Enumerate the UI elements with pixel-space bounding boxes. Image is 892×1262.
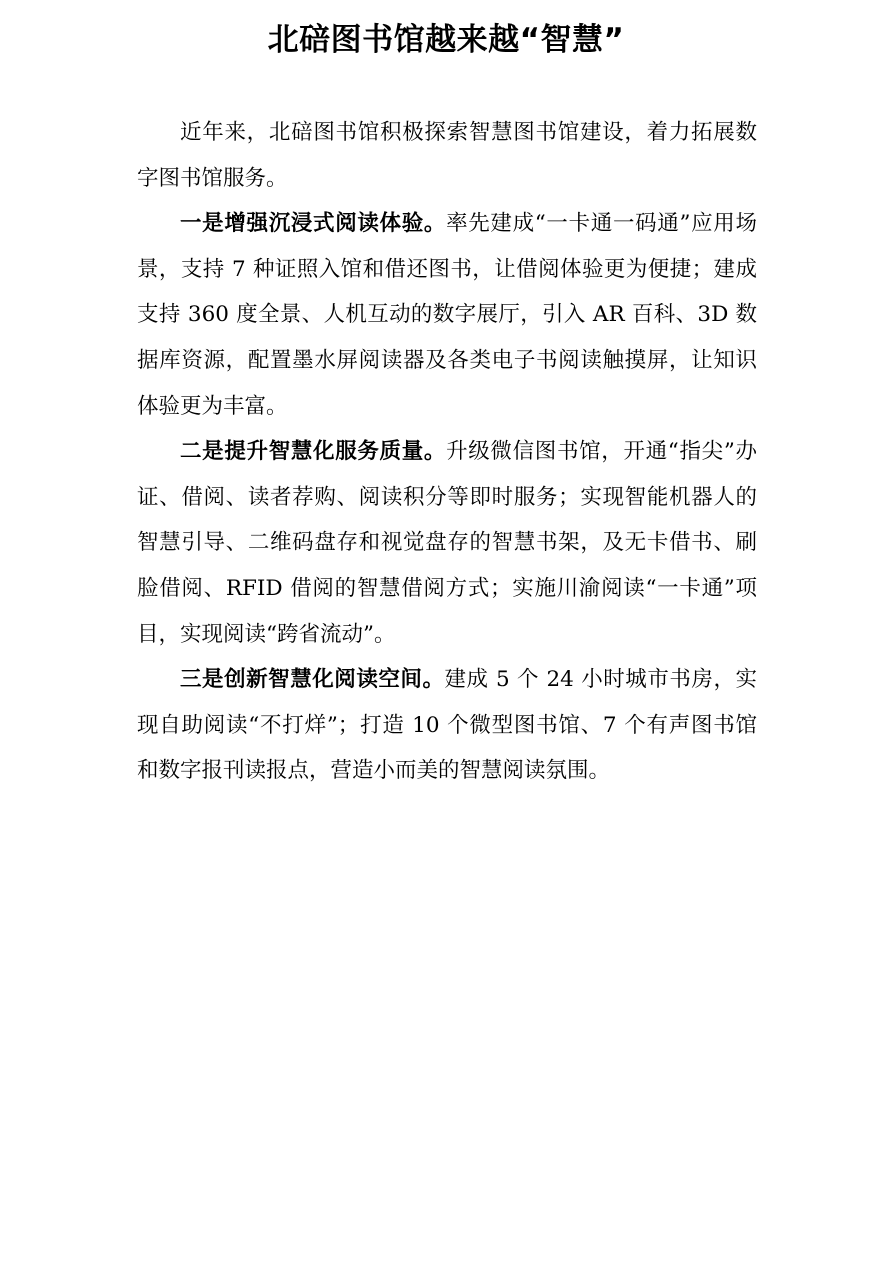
section-text-3: 建成 5 个 24 小时城市书房，实现自助阅读“不打烊”；打造 10 个微型图书馆、7 个有声图书馆和数字报刊读报点，营造小而美的智慧阅读氛围。 <box>137 667 757 784</box>
section-lead-3: 三是创新智慧化阅读空间。 <box>180 667 445 693</box>
section-paragraph-3 <box>137 657 757 794</box>
intro-paragraph: 近年来，北碚图书馆积极探索智慧图书馆建设，着力拓展数字图书馆服务。 <box>137 120 757 191</box>
section-text-1: 率先建成“一卡通一码通”应用场景，支持 7 种证照入馆和借还图书，让借阅体验更为便捷；建成支持 360 度全景、人机互动的数字展厅，引入 AR 百科、3D 数据库资源，配置墨水屏阅读器及各类电子书阅读触摸屏，让知识体验更为丰富。 <box>137 211 757 419</box>
section-lead-1: 一是增强沉浸式阅读体验。 <box>180 211 447 237</box>
document-body <box>137 110 757 794</box>
section-text-2: 升级微信图书馆，开通“指尖”办证、借阅、读者荐购、阅读积分等即时服务；实现智能机器人的智慧引导、二维码盘存和视觉盘存的智慧书架，及无卡借书、刷脸借阅、RFID 借阅的智慧借阅方式；实施川渝阅读“一卡通”项目，实现阅读“跨省流动”。 <box>137 439 757 647</box>
document-title: 北碚图书馆越来越“智慧” <box>267 22 625 58</box>
section-paragraph-1 <box>137 201 757 429</box>
section-paragraph-2 <box>137 429 757 657</box>
section-lead-2: 二是提升智慧化服务质量。 <box>180 439 447 465</box>
